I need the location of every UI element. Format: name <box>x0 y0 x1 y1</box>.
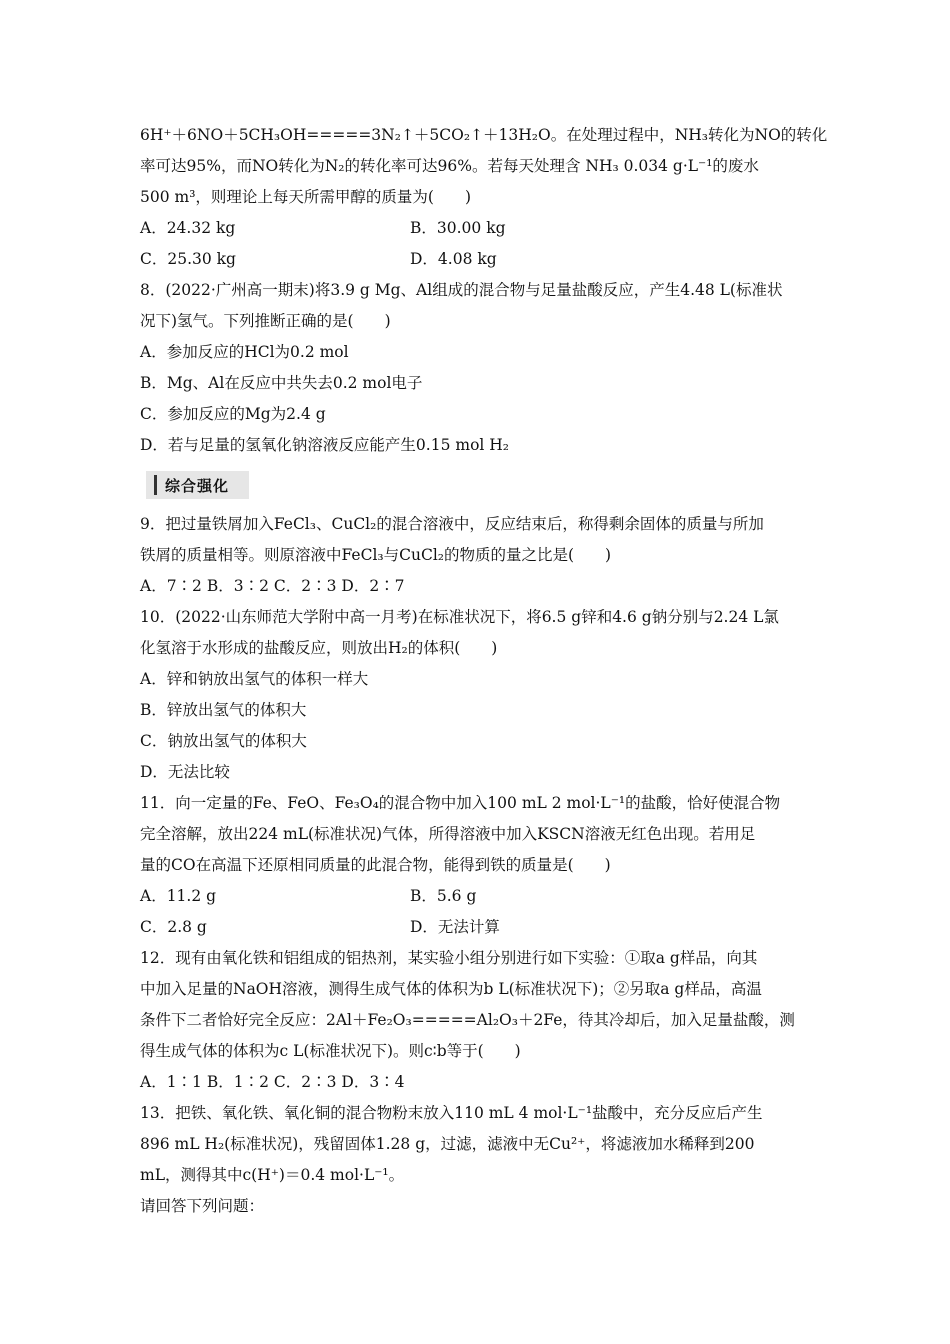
q12-line-2: 中加入足量的NaOH溶液，测得生成气体的体积为b L(标准状况下)；②另取a g样品，高温 <box>140 980 762 998</box>
section-title: 综合强化 <box>165 476 230 495</box>
q11-line-3: 量的CO在高温下还原相同质量的此混合物，能得到铁的质量是( ) <box>140 856 611 874</box>
q8-option-c: C．参加反应的Mg为2.4 g <box>140 405 326 423</box>
q11-options-row-1 <box>140 881 812 912</box>
q10-option-c: C．钠放出氢气的体积大 <box>140 732 307 750</box>
q10-option-b: B．锌放出氢气的体积大 <box>140 701 307 719</box>
q10-option-a: A．锌和钠放出氢气的体积一样大 <box>140 670 369 688</box>
q11-option-c: C．2.8 g <box>140 918 207 936</box>
q7-option-d: D．4.08 kg <box>410 250 497 268</box>
q11-line-2: 完全溶解，放出224 mL(标准状况)气体，所得溶液中加入KSCN溶液无红色出现。若用足 <box>140 825 756 843</box>
document-page <box>140 120 828 1222</box>
q9-options: A．7∶2 B．3∶2 C．2∶3 D．2∶7 <box>140 577 405 595</box>
q12-line-4: 得生成气体的体积为c L(标准状况下)。则c∶b等于( ) <box>140 1042 521 1060</box>
q10-line-1: 10．(2022·山东师范大学附中高一月考)在标准状况下，将6.5 g锌和4.6 g钠分别与2.24 L氯 <box>140 608 779 626</box>
q10-line-2: 化氢溶于水形成的盐酸反应，则放出H₂的体积( ) <box>140 639 498 657</box>
q8-option-b: B．Mg、Al在反应中共失去0.2 mol电子 <box>140 374 423 392</box>
q8-option-a: A．参加反应的HCl为0.2 mol <box>140 343 349 361</box>
q7-options-row-2 <box>140 244 812 275</box>
q13-line-2: 896 mL H₂(标准状况)，残留固体1.28 g，过滤，滤液中无Cu²⁺，将滤液加水稀释到200 <box>140 1135 755 1153</box>
q11-option-a: A．11.2 g <box>140 887 217 905</box>
q7-option-b: B．30.00 kg <box>410 219 506 237</box>
q8-line-1: 8．(2022·广州高一期末)将3.9 g Mg、Al组成的混合物与足量盐酸反应，产生4.48 L(标准状 <box>140 281 783 299</box>
q11-line-1: 11．向一定量的Fe、FeO、Fe₃O₄的混合物中加入100 mL 2 mol·L⁻¹的盐酸，恰好使混合物 <box>140 794 781 812</box>
q7-option-c: C．25.30 kg <box>140 250 236 268</box>
q13-line-4: 请回答下列问题： <box>140 1197 265 1215</box>
q7-option-a: A．24.32 kg <box>140 219 236 237</box>
q7-line-2: 率可达95%，而NO转化为N₂的转化率可达96%。若每天处理含 NH₃ 0.034 g·L⁻¹的废水 <box>140 157 759 175</box>
q11-option-b: B．5.6 g <box>410 887 477 905</box>
q8-line-2: 况下)氢气。下列推断正确的是( ) <box>140 312 391 330</box>
q12-options: A．1∶1 B．1∶2 C．2∶3 D．3∶4 <box>140 1073 405 1091</box>
q9-line-2: 铁屑的质量相等。则原溶液中FeCl₃与CuCl₂的物质的量之比是( ) <box>140 546 612 564</box>
q13-line-3: mL，测得其中c(H⁺)＝0.4 mol·L⁻¹。 <box>140 1166 405 1184</box>
q7-line-1: 6H⁺＋6NO＋5CH₃OH=====3N₂↑＋5CO₂↑＋13H₂O。在处理过程中，NH₃转化为NO的转化 <box>140 126 828 144</box>
q9-line-1: 9．把过量铁屑加入FeCl₃、CuCl₂的混合溶液中，反应结束后，称得剩余固体的质量与所加 <box>140 515 764 533</box>
q11-options-row-2 <box>140 912 812 943</box>
q8-option-d: D．若与足量的氢氧化钠溶液反应能产生0.15 mol H₂ <box>140 436 510 454</box>
q11-option-d: D．无法计算 <box>410 918 500 936</box>
section-header <box>146 471 249 499</box>
q12-line-3: 条件下二者恰好完全反应：2Al＋Fe₂O₃=====Al₂O₃＋2Fe，待其冷却后，加入足量盐酸，测 <box>140 1011 795 1029</box>
section-bar <box>154 475 157 495</box>
q7-line-3: 500 m³，则理论上每天所需甲醇的质量为( ) <box>140 188 472 206</box>
q12-line-1: 12．现有由氧化铁和铝组成的铝热剂，某实验小组分别进行如下实验：①取a g样品，向其 <box>140 949 758 967</box>
q10-option-d: D．无法比较 <box>140 763 230 781</box>
q13-line-1: 13．把铁、氧化铁、氧化铜的混合物粉末放入110 mL 4 mol·L⁻¹盐酸中，充分反应后产生 <box>140 1104 763 1122</box>
q7-options-row-1 <box>140 213 812 244</box>
